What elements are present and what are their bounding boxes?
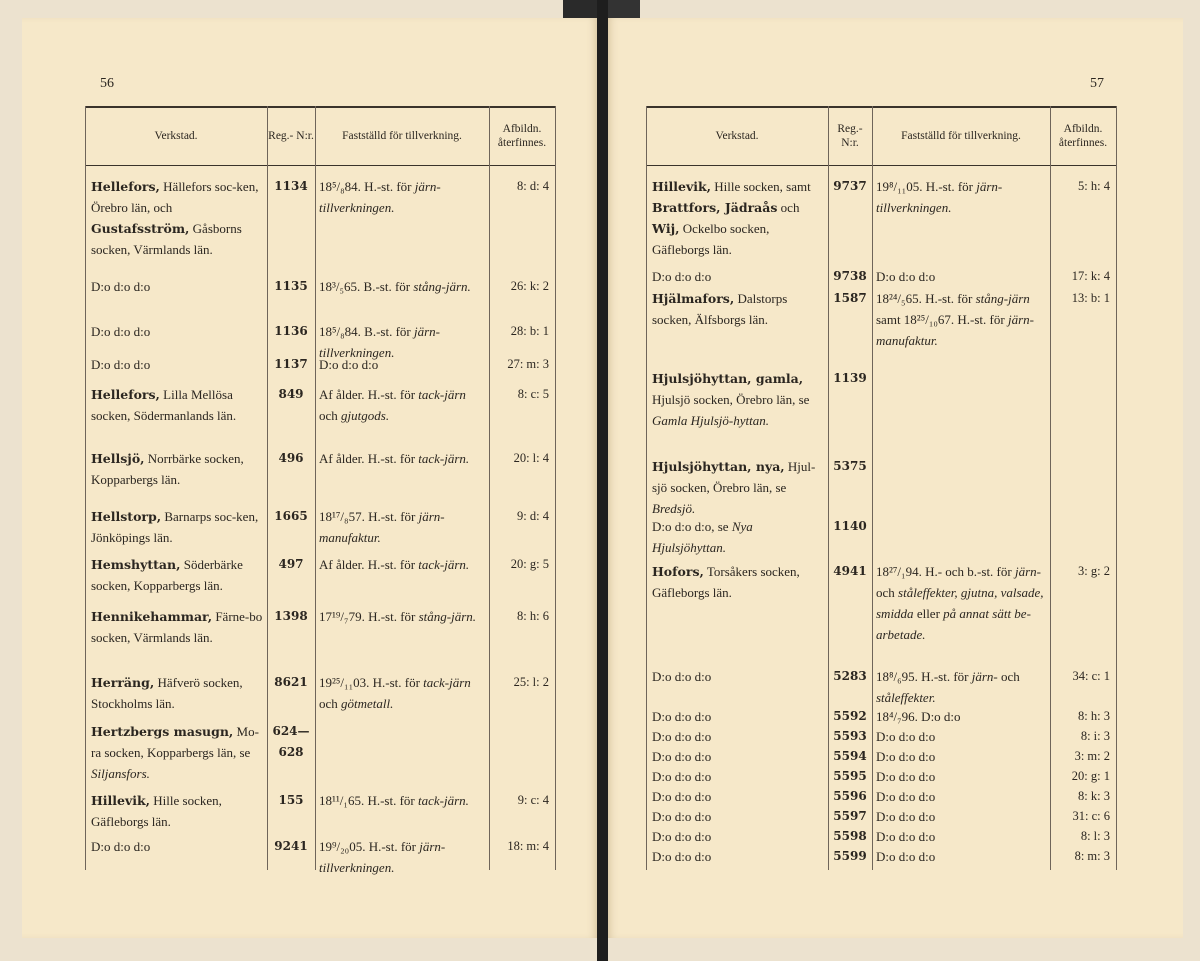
entry-faststalld [876,786,1044,807]
entry-afbildn: 34: c: 1 [1072,669,1110,683]
entry-reg-number: 1136 [274,324,308,338]
text-run: Ockelbo socken, Gäfleborgs län. [652,221,770,257]
text-run: samt 18²⁵/₁₀67. H.-st. för [876,312,1008,327]
entry-reg-number: 5592 [833,709,867,723]
text-run: tack-järn. [418,451,470,466]
entry-reg-number: 9241 [274,839,308,853]
column-divider [315,106,316,870]
text-run: Hellsjö, [91,451,145,466]
text-run: järn-manufaktur. [319,509,445,545]
text-run: Färne-bo socken, Värmlands län. [91,609,263,645]
text-run: D:o d:o d:o [876,729,936,744]
entry-verkstad [91,448,263,490]
entry-faststalld [876,561,1044,645]
entry-afbildn: 5: h: 4 [1078,179,1110,193]
entry-faststalld [876,706,1044,727]
text-run: stång-järn. [413,279,471,294]
text-run: stång-järn [975,291,1030,306]
table-left-border [85,106,86,870]
text-run: och [777,200,800,215]
column-header-verkstad: Verkstad. [715,129,759,142]
entry-verkstad [652,561,824,603]
text-run: 19⁸/₁₁05. H.-st. för [876,179,977,194]
text-run: Mo-ra socken, Kopparbergs län, se [91,724,259,760]
entry-afbildn: 8: c: 5 [517,387,549,401]
entry-verkstad [91,606,263,648]
entry-afbildn: 18: m: 4 [507,839,549,853]
text-run: Hjul-sjö socken, Örebro län, se [652,459,816,495]
entry-reg-number: 5599 [833,849,867,863]
text-run: Hillevik, [652,179,712,194]
entry-verkstad [91,721,263,784]
book-gutter [597,0,608,961]
entry-verkstad [652,516,824,558]
entry-reg-number: 1140 [833,519,867,533]
entry-reg-number: 8621 [274,675,308,689]
text-run: Siljansfors. [91,766,150,781]
entry-afbildn: 25: l: 2 [513,675,549,689]
text-run: gjutgods. [341,408,390,423]
entry-verkstad [91,506,263,548]
text-run: tack-järn [418,387,466,402]
text-run: D:o d:o d:o [652,669,712,684]
text-run: 18⁴/₇96. D:o d:o [876,709,961,724]
entry-reg-number: 9738 [833,269,867,283]
entry-reg-number: 496 [278,451,304,465]
text-run: Af ålder. H.-st. för [319,557,419,572]
text-run: Hällefors soc-ken, Örebro län, och [91,179,259,215]
text-run: på annat sätt be-arbetade. [876,606,1031,642]
entry-verkstad [652,706,824,727]
text-run: järn- [971,669,998,684]
entry-afbildn: 8: h: 3 [1078,709,1110,723]
text-run: järn-tillverkningen. [319,324,441,360]
text-run: Söderbärke socken, Kopparbergs län. [91,557,243,593]
entry-faststalld [876,806,1044,827]
text-run: D:o d:o d:o [652,729,712,744]
text-run: 18⁵/₈84. B.-st. för [319,324,415,339]
table-header-rule [646,165,1116,166]
text-run: Hjälmafors, [652,291,735,306]
text-run: Brattfors, Jädraås [652,200,778,215]
page-number-left: 56 [100,76,114,91]
entry-verkstad [652,786,824,807]
page-number-right: 57 [1090,76,1104,91]
text-run: Hemshyttan, [91,557,181,572]
entry-afbildn: 20: l: 4 [513,451,549,465]
table-right-border [555,106,556,870]
text-run: Hille socken, samt [711,179,811,194]
left-page [22,18,597,938]
text-run: tack-järn. [418,793,469,808]
entry-afbildn: 8: h: 6 [517,609,549,623]
entry-faststalld [876,746,1044,767]
entry-reg-number: 1398 [274,609,308,623]
column-header-reg: Reg.- N:r. [837,122,863,149]
column-header-reg: Reg.- N:r. [268,129,314,142]
text-run: D:o d:o d:o [652,829,712,844]
entry-verkstad [652,746,824,767]
text-run: ståleffekter, gjutna, valsade, smidda [876,585,1044,621]
entry-verkstad [91,354,263,375]
text-run: Hjulsjöhyttan, nya, [652,459,785,474]
text-run: Hjulsjöhyttan, gamla, [652,371,804,386]
entry-faststalld [319,606,483,627]
entry-faststalld [876,846,1044,867]
text-run: 18²⁷/₁94. H.- och b.-st. för [876,564,1015,579]
entry-verkstad [91,321,263,342]
entry-afbildn: 20: g: 1 [1071,769,1110,783]
entry-reg-number: 624—628 [272,724,310,759]
text-run: D:o d:o d:o [91,279,151,294]
text-run: tack-järn. [418,557,470,572]
entry-verkstad [652,826,824,847]
entry-afbildn: 27: m: 3 [507,357,549,371]
entry-afbildn: 9: d: 4 [517,509,549,523]
text-run: Dalstorps socken, Älfsborgs län. [652,291,788,327]
entry-verkstad [652,726,824,747]
text-run: Torsåkers socken, Gäfleborgs län. [652,564,800,600]
text-run: Norrbärke socken, Kopparbergs län. [91,451,244,487]
text-run: D:o d:o d:o [319,357,379,372]
text-run: ståleffekter. [876,690,936,705]
entry-reg-number: 1587 [833,291,867,305]
entry-verkstad [91,790,263,832]
text-run: 19⁹/₂₀05. H.-st. för [319,839,420,854]
entry-afbildn: 13: b: 1 [1071,291,1110,305]
entry-afbildn: 3: g: 2 [1078,564,1110,578]
text-run: Gamla Hjulsjö-hyttan. [652,413,769,428]
entry-verkstad [652,666,824,687]
entry-reg-number: 155 [278,793,304,807]
entry-reg-number: 4941 [833,564,867,578]
entry-afbildn: 8: l: 3 [1080,829,1110,843]
text-run: Herräng, [91,675,155,690]
entry-reg-number: 5375 [833,459,867,473]
text-run: D:o d:o d:o [876,749,936,764]
text-run: och [876,585,899,600]
entry-verkstad [652,766,824,787]
text-run: D:o d:o d:o [652,789,712,804]
entry-faststalld [876,826,1044,847]
text-run: Hellstorp, [91,509,162,524]
entry-afbildn: 8: m: 3 [1074,849,1110,863]
register-table-left [85,106,555,875]
entry-faststalld [319,790,483,811]
text-run: järn-tillverkningen. [876,179,1003,215]
text-run: Hellefors, [91,387,160,402]
text-run: Hofors, [652,564,704,579]
text-run: D:o d:o d:o [91,839,151,854]
entry-reg-number: 1134 [274,179,308,193]
text-run: Hennikehammar, [91,609,213,624]
text-run: och [319,408,342,423]
entry-verkstad [91,176,263,260]
entry-reg-number: 5595 [833,769,867,783]
text-run: stång-järn. [418,609,477,624]
entry-verkstad [652,266,824,287]
text-run: Lilla Mellösa socken, Södermanlands län. [91,387,237,423]
text-run: D:o d:o d:o [652,709,712,724]
entry-faststalld [319,176,483,218]
entry-reg-number: 1135 [274,279,308,293]
entry-verkstad [652,368,824,431]
text-run: 17¹⁹/₇79. H.-st. för [319,609,419,624]
text-run: 18⁸/₆95. H.-st. för [876,669,972,684]
text-run: D:o d:o d:o [876,769,936,784]
entry-faststalld [876,176,1044,218]
text-run: och [319,696,342,711]
entry-reg-number: 497 [278,557,304,571]
entry-afbildn: 31: c: 6 [1072,809,1110,823]
entry-faststalld [319,672,483,714]
text-run: D:o d:o d:o [91,324,151,339]
entry-afbildn: 8: k: 3 [1078,789,1110,803]
text-run: 18¹¹/₁65. H.-st. för [319,793,418,808]
entry-faststalld [876,266,1044,287]
text-run: D:o d:o d:o [652,809,712,824]
entry-faststalld [319,506,483,548]
text-run: Hertzbergs masugn, [91,724,234,739]
text-run: järn-tillverkningen. [319,179,441,215]
entry-verkstad [652,176,824,260]
entry-verkstad [652,288,824,330]
text-run: D:o d:o d:o [876,849,936,864]
entry-verkstad [652,846,824,867]
text-run: Hjulsjö socken, Örebro län, se [652,392,810,407]
text-run: D:o d:o d:o [652,269,712,284]
text-run: 18⁵/₈84. H.-st. för [319,179,415,194]
entry-reg-number: 5597 [833,809,867,823]
text-run: 19²⁵/₁₁03. H.-st. för [319,675,424,690]
column-divider [489,106,490,870]
text-run: Af ålder. H.-st. för [319,387,419,402]
column-header-faststalld: Fastställd för tillverkning. [342,129,462,142]
entry-faststalld [319,448,483,469]
text-run: Gåsborns socken, Värmlands län. [91,221,242,257]
text-run: järn-tillverkningen. [319,839,446,875]
gutter-clip-right [604,0,640,18]
entry-afbildn: 26: k: 2 [510,279,549,293]
entry-reg-number: 5596 [833,789,867,803]
text-run: D:o d:o d:o, se [652,519,732,534]
text-run: 18¹⁷/₈57. H.-st. för [319,509,419,524]
text-run: och [997,669,1020,684]
text-run: Hille socken, Gäfleborgs län. [91,793,222,829]
entry-verkstad [91,276,263,297]
entry-verkstad [91,836,263,857]
text-run: D:o d:o d:o [876,269,936,284]
entry-faststalld [319,836,483,878]
text-run: götmetall. [341,696,394,711]
text-run: D:o d:o d:o [876,809,936,824]
entry-verkstad [652,806,824,827]
text-run: 18³/₅65. B.-st. för [319,279,414,294]
entry-afbildn: 3: m: 2 [1074,749,1110,763]
entry-reg-number: 5598 [833,829,867,843]
entry-reg-number: 9737 [833,179,867,193]
text-run: D:o d:o d:o [91,357,151,372]
text-run: järn-manufaktur. [876,312,1034,348]
column-header-faststalld: Fastställd för tillverkning. [901,129,1021,142]
entry-afbildn: 9: c: 4 [517,793,549,807]
text-run: D:o d:o d:o [652,749,712,764]
entry-afbildn: 28: b: 1 [510,324,549,338]
entry-faststalld [319,354,483,375]
column-header-verkstad: Verkstad. [154,129,198,142]
text-run: Hellefors, [91,179,160,194]
entry-faststalld [876,766,1044,787]
entry-verkstad [652,456,824,519]
table-right-border [1116,106,1117,870]
entry-reg-number: 5283 [833,669,867,683]
entry-reg-number: 1139 [833,371,867,385]
text-run: Wij, [652,221,680,236]
column-header-afbildn: Afbildn. återfinnes. [1058,122,1108,149]
text-run: D:o d:o d:o [876,789,936,804]
entry-verkstad [91,672,263,714]
entry-reg-number: 5593 [833,729,867,743]
register-table-right [646,106,1116,870]
column-divider [872,106,873,870]
entry-faststalld [319,384,483,426]
entry-faststalld [876,288,1044,351]
column-header-afbildn: Afbildn. återfinnes. [497,122,547,149]
text-run: Häfverö socken, Stockholms län. [91,675,243,711]
entry-reg-number: 5594 [833,749,867,763]
entry-faststalld [876,726,1044,747]
text-run: Nya Hjulsjöhyttan. [652,519,753,555]
text-run: Gustafsström, [91,221,190,236]
entry-faststalld [876,666,1044,708]
text-run: Hillevik, [91,793,151,808]
entry-afbildn: 17: k: 4 [1071,269,1110,283]
entry-verkstad [91,554,263,596]
text-run: Bredsjö. [652,501,696,516]
table-left-border [646,106,647,870]
entry-faststalld [319,554,483,575]
text-run: Af ålder. H.-st. för [319,451,419,466]
text-run: D:o d:o d:o [652,769,712,784]
text-run: Barnarps soc-ken, Jönköpings län. [91,509,259,545]
text-run: D:o d:o d:o [652,849,712,864]
entry-afbildn: 20: g: 5 [510,557,549,571]
entry-afbildn: 8: d: 4 [517,179,549,193]
entry-verkstad [91,384,263,426]
text-run: tack-järn [423,675,471,690]
table-header-rule [85,165,555,166]
text-run: järn- [1014,564,1041,579]
entry-afbildn: 8: i: 3 [1080,729,1110,743]
text-run: 18²⁴/₅65. H.-st. för [876,291,976,306]
text-run: eller [913,606,944,621]
entry-reg-number: 849 [278,387,304,401]
entry-reg-number: 1137 [274,357,308,371]
text-run: D:o d:o d:o [876,829,936,844]
entry-reg-number: 1665 [274,509,308,523]
right-page [608,18,1183,938]
entry-faststalld [319,276,483,297]
